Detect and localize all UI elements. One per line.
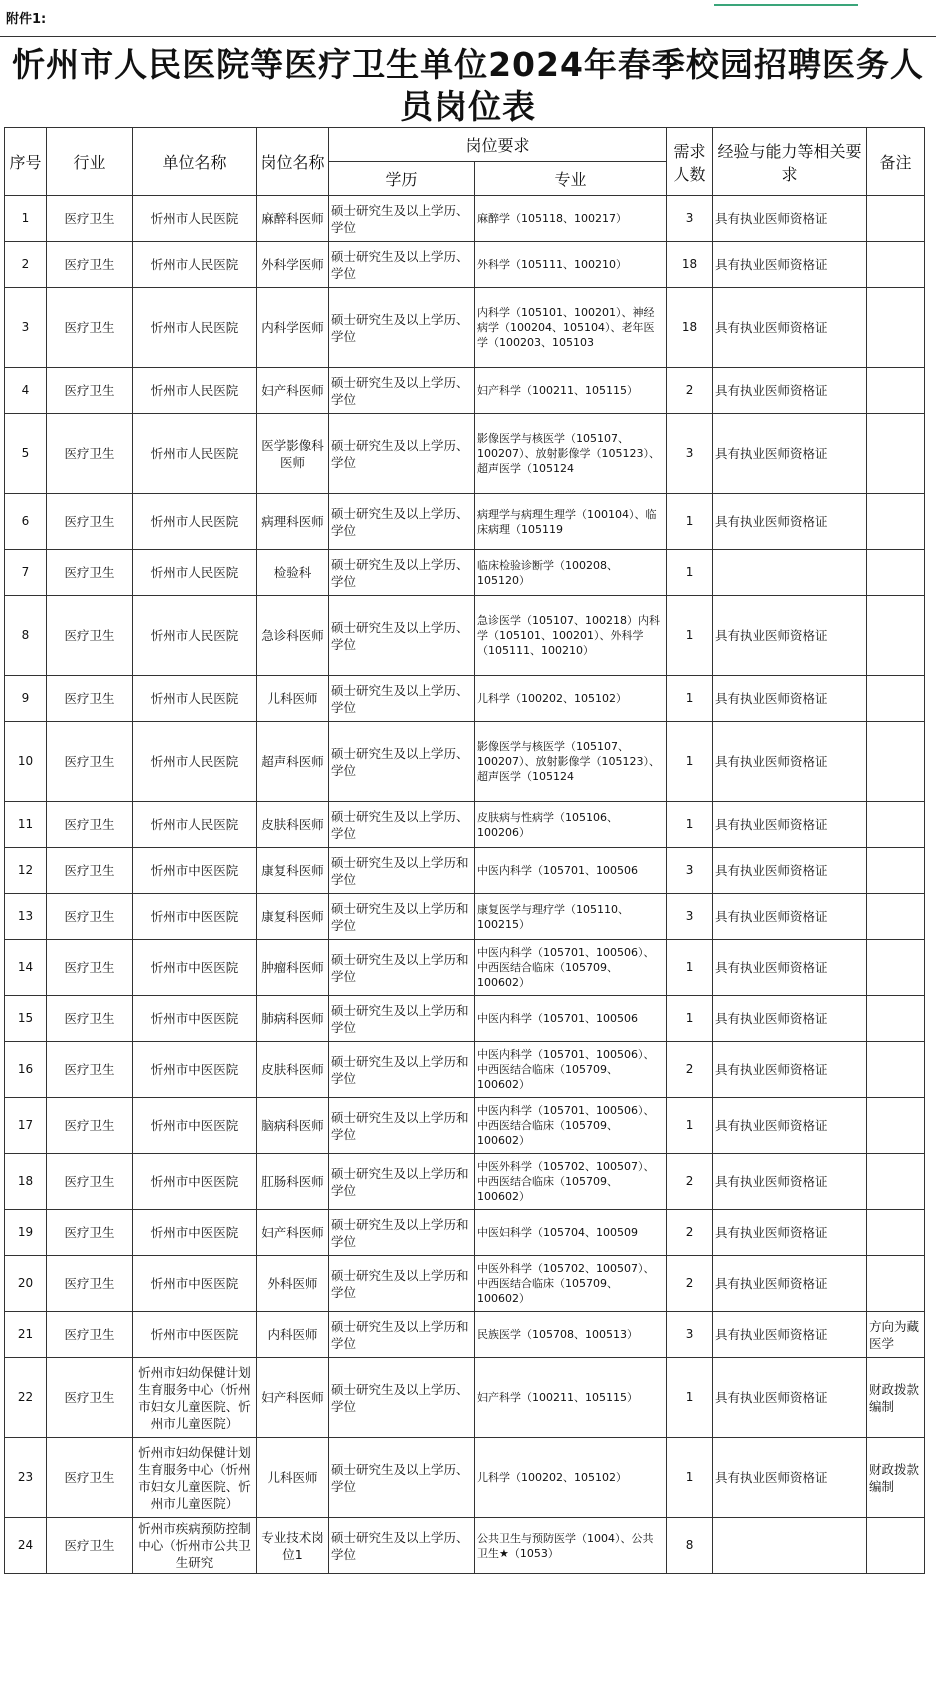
- cell-count: 2: [667, 1042, 713, 1098]
- cell-industry: 医疗卫生: [47, 550, 133, 596]
- cell-note: [867, 996, 925, 1042]
- cell-major: 中医内科学（105701、100506: [475, 996, 667, 1042]
- cell-no: 1: [5, 196, 47, 242]
- cell-unit: 忻州市人民医院: [133, 368, 257, 414]
- cell-experience: 具有执业医师资格证: [713, 676, 867, 722]
- cell-industry: 医疗卫生: [47, 996, 133, 1042]
- cell-major: 中医妇科学（105704、100509: [475, 1210, 667, 1256]
- cell-education: 硕士研究生及以上学历、学位: [329, 494, 475, 550]
- cell-position: 检验科: [257, 550, 329, 596]
- table-row: [5, 1098, 925, 1154]
- cell-major: 急诊医学（105107、100218）内科学（105101、100201）、外科学（105111、100210）: [475, 596, 667, 676]
- cell-no: 11: [5, 802, 47, 848]
- cell-industry: 医疗卫生: [47, 1312, 133, 1358]
- cell-count: 2: [667, 1154, 713, 1210]
- cell-education: 硕士研究生及以上学历和学位: [329, 894, 475, 940]
- cell-education: 硕士研究生及以上学历、学位: [329, 1518, 475, 1574]
- cell-position: 儿科医师: [257, 1438, 329, 1518]
- table-row: [5, 368, 925, 414]
- cell-count: 1: [667, 722, 713, 802]
- cell-unit: 忻州市疾病预防控制中心（忻州市公共卫生研究: [133, 1518, 257, 1574]
- cell-note: [867, 1256, 925, 1312]
- cell-count: 1: [667, 1098, 713, 1154]
- cell-major: 妇产科学（100211、105115）: [475, 1358, 667, 1438]
- cell-education: 硕士研究生及以上学历、学位: [329, 1438, 475, 1518]
- cell-major: 民族医学（105708、100513）: [475, 1312, 667, 1358]
- cell-position: 内科医师: [257, 1312, 329, 1358]
- cell-no: 2: [5, 242, 47, 288]
- cell-note: [867, 1042, 925, 1098]
- header-count: 需求人数: [667, 128, 713, 196]
- cell-note: [867, 596, 925, 676]
- cell-count: 1: [667, 676, 713, 722]
- table-row: [5, 196, 925, 242]
- cell-unit: 忻州市妇幼保健计划生育服务中心（忻州市妇女儿童医院、忻州市儿童医院）: [133, 1358, 257, 1438]
- table-row: [5, 242, 925, 288]
- cell-experience: 具有执业医师资格证: [713, 494, 867, 550]
- cell-education: 硕士研究生及以上学历、学位: [329, 722, 475, 802]
- cell-no: 4: [5, 368, 47, 414]
- cell-major: 影像医学与核医学（105107、100207）、放射影像学（105123）、超声医学（105124: [475, 414, 667, 494]
- cell-industry: 医疗卫生: [47, 196, 133, 242]
- cell-count: 3: [667, 196, 713, 242]
- cell-experience: 具有执业医师资格证: [713, 848, 867, 894]
- cell-unit: 忻州市中医医院: [133, 996, 257, 1042]
- cell-industry: 医疗卫生: [47, 848, 133, 894]
- table-row: [5, 1358, 925, 1438]
- cell-education: 硕士研究生及以上学历和学位: [329, 940, 475, 996]
- cell-position: 肛肠科医师: [257, 1154, 329, 1210]
- cell-education: 硕士研究生及以上学历、学位: [329, 242, 475, 288]
- cell-experience: 具有执业医师资格证: [713, 242, 867, 288]
- table-row: [5, 894, 925, 940]
- cell-position: 肿瘤科医师: [257, 940, 329, 996]
- cell-no: 12: [5, 848, 47, 894]
- cell-unit: 忻州市人民医院: [133, 550, 257, 596]
- cell-position: 肺病科医师: [257, 996, 329, 1042]
- table-row: [5, 1438, 925, 1518]
- cell-experience: 具有执业医师资格证: [713, 1210, 867, 1256]
- table-row: [5, 288, 925, 368]
- table-row: [5, 848, 925, 894]
- cell-note: [867, 196, 925, 242]
- cell-count: 1: [667, 996, 713, 1042]
- cell-education: 硕士研究生及以上学历和学位: [329, 1210, 475, 1256]
- cell-experience: 具有执业医师资格证: [713, 1358, 867, 1438]
- cell-note: [867, 242, 925, 288]
- cell-experience: 具有执业医师资格证: [713, 368, 867, 414]
- cell-unit: 忻州市中医医院: [133, 1256, 257, 1312]
- table-row: [5, 1154, 925, 1210]
- cell-major: 妇产科学（100211、105115）: [475, 368, 667, 414]
- cell-education: 硕士研究生及以上学历、学位: [329, 414, 475, 494]
- cell-note: [867, 414, 925, 494]
- cell-experience: [713, 550, 867, 596]
- cell-education: 硕士研究生及以上学历和学位: [329, 1154, 475, 1210]
- cell-position: 病理科医师: [257, 494, 329, 550]
- cell-unit: 忻州市人民医院: [133, 494, 257, 550]
- cell-unit: 忻州市中医医院: [133, 1312, 257, 1358]
- cell-note: [867, 676, 925, 722]
- cell-industry: 医疗卫生: [47, 1518, 133, 1574]
- cell-industry: 医疗卫生: [47, 596, 133, 676]
- cell-experience: 具有执业医师资格证: [713, 940, 867, 996]
- attachment-label: 附件1:: [6, 12, 47, 27]
- cell-count: 1: [667, 494, 713, 550]
- cell-education: 硕士研究生及以上学历、学位: [329, 288, 475, 368]
- cell-position: 皮肤科医师: [257, 1042, 329, 1098]
- cell-experience: 具有执业医师资格证: [713, 1438, 867, 1518]
- cell-industry: 医疗卫生: [47, 722, 133, 802]
- table-row: [5, 1518, 925, 1574]
- table-body: [5, 196, 925, 1574]
- cell-industry: 医疗卫生: [47, 802, 133, 848]
- cell-unit: 忻州市人民医院: [133, 596, 257, 676]
- cell-count: 1: [667, 802, 713, 848]
- cell-note: [867, 1518, 925, 1574]
- cell-major: 影像医学与核医学（105107、100207）、放射影像学（105123）、超声医学（105124: [475, 722, 667, 802]
- cell-note: [867, 550, 925, 596]
- cell-experience: [713, 1518, 867, 1574]
- cell-no: 3: [5, 288, 47, 368]
- cell-count: 1: [667, 1358, 713, 1438]
- cell-unit: 忻州市人民医院: [133, 676, 257, 722]
- cell-position: 儿科医师: [257, 676, 329, 722]
- cell-industry: 医疗卫生: [47, 1042, 133, 1098]
- cell-education: 硕士研究生及以上学历、学位: [329, 368, 475, 414]
- cell-no: 10: [5, 722, 47, 802]
- cell-position: 脑病科医师: [257, 1098, 329, 1154]
- cell-education: 硕士研究生及以上学历、学位: [329, 196, 475, 242]
- top-accent-bar: [714, 0, 858, 6]
- cell-no: 21: [5, 1312, 47, 1358]
- cell-experience: 具有执业医师资格证: [713, 802, 867, 848]
- header-major: 专业: [475, 162, 667, 196]
- cell-count: 8: [667, 1518, 713, 1574]
- header-experience: 经验与能力等相关要求: [713, 128, 867, 196]
- cell-no: 17: [5, 1098, 47, 1154]
- cell-experience: 具有执业医师资格证: [713, 1312, 867, 1358]
- cell-position: 康复科医师: [257, 848, 329, 894]
- cell-education: 硕士研究生及以上学历和学位: [329, 848, 475, 894]
- cell-no: 19: [5, 1210, 47, 1256]
- cell-experience: 具有执业医师资格证: [713, 596, 867, 676]
- cell-unit: 忻州市中医医院: [133, 940, 257, 996]
- cell-no: 15: [5, 996, 47, 1042]
- cell-note: [867, 368, 925, 414]
- cell-unit: 忻州市中医医院: [133, 894, 257, 940]
- cell-experience: 具有执业医师资格证: [713, 1154, 867, 1210]
- cell-education: 硕士研究生及以上学历和学位: [329, 1312, 475, 1358]
- cell-industry: 医疗卫生: [47, 1154, 133, 1210]
- cell-position: 皮肤科医师: [257, 802, 329, 848]
- cell-major: 中医内科学（105701、100506: [475, 848, 667, 894]
- cell-unit: 忻州市中医医院: [133, 1210, 257, 1256]
- table-row: [5, 550, 925, 596]
- cell-no: 7: [5, 550, 47, 596]
- cell-unit: 忻州市妇幼保健计划生育服务中心（忻州市妇女儿童医院、忻州市儿童医院）: [133, 1438, 257, 1518]
- table-row: [5, 940, 925, 996]
- cell-major: 中医外科学（105702、100507）、中西医结合临床（105709、100602）: [475, 1154, 667, 1210]
- cell-no: 5: [5, 414, 47, 494]
- cell-position: 医学影像科医师: [257, 414, 329, 494]
- cell-major: 康复医学与理疗学（105110、100215）: [475, 894, 667, 940]
- cell-industry: 医疗卫生: [47, 288, 133, 368]
- cell-no: 13: [5, 894, 47, 940]
- cell-note: [867, 848, 925, 894]
- cell-major: 外科学（105111、100210）: [475, 242, 667, 288]
- cell-experience: 具有执业医师资格证: [713, 414, 867, 494]
- cell-industry: 医疗卫生: [47, 1256, 133, 1312]
- cell-major: 麻醉学（105118、100217）: [475, 196, 667, 242]
- cell-major: 儿科学（100202、105102）: [475, 676, 667, 722]
- cell-no: 16: [5, 1042, 47, 1098]
- cell-note: [867, 940, 925, 996]
- cell-major: 临床检验诊断学（100208、105120）: [475, 550, 667, 596]
- cell-note: [867, 802, 925, 848]
- cell-industry: 医疗卫生: [47, 494, 133, 550]
- positions-table: [4, 127, 925, 1574]
- header-requirements: 岗位要求: [329, 128, 667, 162]
- cell-education: 硕士研究生及以上学历和学位: [329, 1042, 475, 1098]
- cell-industry: 医疗卫生: [47, 414, 133, 494]
- cell-no: 8: [5, 596, 47, 676]
- cell-major: 内科学（105101、100201）、神经病学（100204、105104）、老年医学（100203、105103: [475, 288, 667, 368]
- cell-position: 妇产科医师: [257, 1358, 329, 1438]
- cell-note: 财政拨款编制: [867, 1358, 925, 1438]
- cell-note: [867, 494, 925, 550]
- cell-industry: 医疗卫生: [47, 368, 133, 414]
- cell-count: 3: [667, 414, 713, 494]
- cell-industry: 医疗卫生: [47, 940, 133, 996]
- table-row: [5, 1256, 925, 1312]
- cell-note: [867, 288, 925, 368]
- cell-experience: 具有执业医师资格证: [713, 1042, 867, 1098]
- table-row: [5, 802, 925, 848]
- cell-industry: 医疗卫生: [47, 1438, 133, 1518]
- header-position: 岗位名称: [257, 128, 329, 196]
- cell-count: 1: [667, 596, 713, 676]
- cell-major: 公共卫生与预防医学（1004）、公共卫生★（1053）: [475, 1518, 667, 1574]
- cell-experience: 具有执业医师资格证: [713, 722, 867, 802]
- cell-count: 2: [667, 1210, 713, 1256]
- cell-no: 18: [5, 1154, 47, 1210]
- cell-count: 2: [667, 1256, 713, 1312]
- cell-note: 方向为藏医学: [867, 1312, 925, 1358]
- cell-industry: 医疗卫生: [47, 1358, 133, 1438]
- header-industry: 行业: [47, 128, 133, 196]
- header-note: 备注: [867, 128, 925, 196]
- cell-education: 硕士研究生及以上学历、学位: [329, 596, 475, 676]
- table-row: [5, 1210, 925, 1256]
- table-row: [5, 414, 925, 494]
- cell-education: 硕士研究生及以上学历和学位: [329, 1098, 475, 1154]
- page-title: 忻州市人民医院等医疗卫生单位2024年春季校园招聘医务人员岗位表: [12, 45, 924, 126]
- header-unit: 单位名称: [133, 128, 257, 196]
- cell-major: 中医内科学（105701、100506）、中西医结合临床（105709、100602）: [475, 940, 667, 996]
- cell-count: 18: [667, 288, 713, 368]
- cell-experience: 具有执业医师资格证: [713, 1256, 867, 1312]
- table-row: [5, 996, 925, 1042]
- table-row: [5, 494, 925, 550]
- cell-industry: 医疗卫生: [47, 1210, 133, 1256]
- table-row: [5, 1312, 925, 1358]
- cell-education: 硕士研究生及以上学历和学位: [329, 1256, 475, 1312]
- cell-count: 3: [667, 1312, 713, 1358]
- table-row: [5, 596, 925, 676]
- cell-major: 儿科学（100202、105102）: [475, 1438, 667, 1518]
- cell-note: [867, 1098, 925, 1154]
- cell-note: [867, 1210, 925, 1256]
- cell-unit: 忻州市人民医院: [133, 802, 257, 848]
- cell-unit: 忻州市人民医院: [133, 288, 257, 368]
- cell-major: 中医内科学（105701、100506）、中西医结合临床（105709、100602）: [475, 1042, 667, 1098]
- cell-count: 3: [667, 848, 713, 894]
- cell-no: 24: [5, 1518, 47, 1574]
- cell-education: 硕士研究生及以上学历、学位: [329, 550, 475, 596]
- header-education: 学历: [329, 162, 475, 196]
- cell-unit: 忻州市中医医院: [133, 1098, 257, 1154]
- cell-note: [867, 1154, 925, 1210]
- cell-note: 财政拨款编制: [867, 1438, 925, 1518]
- cell-experience: 具有执业医师资格证: [713, 1098, 867, 1154]
- cell-note: [867, 722, 925, 802]
- cell-major: 中医内科学（105701、100506）、中西医结合临床（105709、100602）: [475, 1098, 667, 1154]
- cell-unit: 忻州市人民医院: [133, 242, 257, 288]
- cell-unit: 忻州市人民医院: [133, 722, 257, 802]
- cell-education: 硕士研究生及以上学历、学位: [329, 1358, 475, 1438]
- cell-no: 20: [5, 1256, 47, 1312]
- cell-major: 病理学与病理生理学（100104）、临床病理（105119: [475, 494, 667, 550]
- header-no: 序号: [5, 128, 47, 196]
- cell-position: 内科学医师: [257, 288, 329, 368]
- cell-count: 18: [667, 242, 713, 288]
- cell-count: 1: [667, 550, 713, 596]
- cell-position: 康复科医师: [257, 894, 329, 940]
- cell-position: 外科学医师: [257, 242, 329, 288]
- cell-no: 6: [5, 494, 47, 550]
- cell-no: 23: [5, 1438, 47, 1518]
- cell-industry: 医疗卫生: [47, 1098, 133, 1154]
- cell-unit: 忻州市中医医院: [133, 1154, 257, 1210]
- top-rule: [0, 36, 936, 37]
- cell-experience: 具有执业医师资格证: [713, 196, 867, 242]
- cell-count: 3: [667, 894, 713, 940]
- cell-education: 硕士研究生及以上学历和学位: [329, 996, 475, 1042]
- cell-position: 麻醉科医师: [257, 196, 329, 242]
- cell-no: 14: [5, 940, 47, 996]
- cell-position: 专业技术岗位1: [257, 1518, 329, 1574]
- table-row: [5, 676, 925, 722]
- cell-experience: 具有执业医师资格证: [713, 894, 867, 940]
- cell-major: 中医外科学（105702、100507）、中西医结合临床（105709、100602）: [475, 1256, 667, 1312]
- cell-major: 皮肤病与性病学（105106、100206）: [475, 802, 667, 848]
- cell-note: [867, 894, 925, 940]
- cell-education: 硕士研究生及以上学历、学位: [329, 676, 475, 722]
- cell-no: 9: [5, 676, 47, 722]
- cell-industry: 医疗卫生: [47, 894, 133, 940]
- cell-industry: 医疗卫生: [47, 676, 133, 722]
- cell-unit: 忻州市中医医院: [133, 848, 257, 894]
- cell-education: 硕士研究生及以上学历、学位: [329, 802, 475, 848]
- cell-position: 妇产科医师: [257, 1210, 329, 1256]
- cell-position: 超声科医师: [257, 722, 329, 802]
- cell-count: 1: [667, 1438, 713, 1518]
- cell-position: 急诊科医师: [257, 596, 329, 676]
- table-row: [5, 722, 925, 802]
- cell-unit: 忻州市中医医院: [133, 1042, 257, 1098]
- cell-no: 22: [5, 1358, 47, 1438]
- cell-experience: 具有执业医师资格证: [713, 996, 867, 1042]
- cell-industry: 医疗卫生: [47, 242, 133, 288]
- cell-experience: 具有执业医师资格证: [713, 288, 867, 368]
- cell-count: 2: [667, 368, 713, 414]
- table-row: [5, 1042, 925, 1098]
- cell-unit: 忻州市人民医院: [133, 414, 257, 494]
- cell-count: 1: [667, 940, 713, 996]
- cell-unit: 忻州市人民医院: [133, 196, 257, 242]
- cell-position: 外科医师: [257, 1256, 329, 1312]
- cell-position: 妇产科医师: [257, 368, 329, 414]
